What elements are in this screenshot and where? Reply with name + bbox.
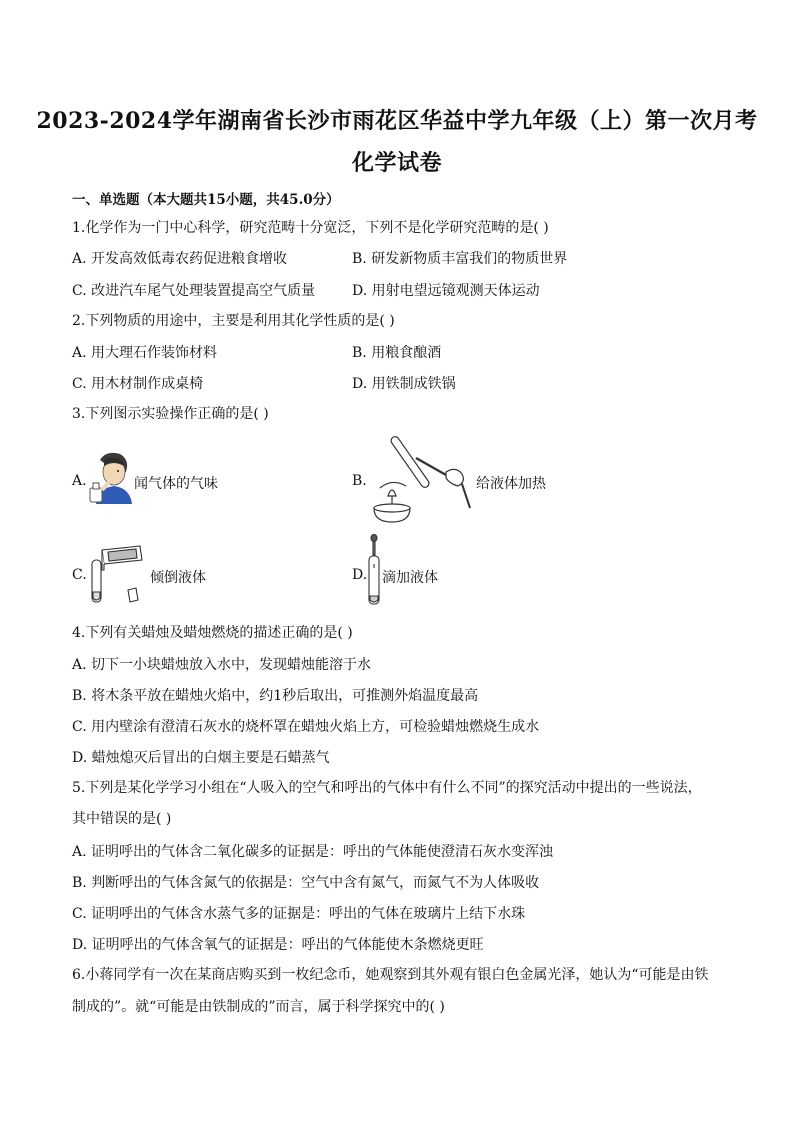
question-2-option-b: B. 用粮食酿酒 (352, 345, 442, 361)
question-4-option-a: A. 切下一小块蜡烛放入水中，发现蜡烛能溶于水 (72, 657, 372, 673)
drop-liquid-figure (366, 534, 382, 606)
exam-title-line1: 2023-2024学年湖南省长沙市雨花区华益中学九年级（上）第一次月考 (36, 108, 758, 134)
question-1-stem: 1.化学作为一门中心科学，研究范畴十分宽泛，下列不是化学研究范畴的是( ) (72, 220, 549, 236)
question-2-stem: 2.下列物质的用途中，主要是利用其化学性质的是( ) (72, 313, 395, 329)
question-2-option-c: C. 用木材制作成桌椅 (72, 376, 204, 392)
question-3-option-c-caption: 倾倒液体 (150, 570, 206, 586)
question-4-option-c: C. 用内壁涂有澄清石灰水的烧杯罩在蜡烛火焰上方，可检验蜡烛燃烧生成水 (72, 719, 540, 735)
question-3-option-a-label: A. (72, 473, 87, 489)
question-5-option-d: D. 证明呼出的气体含氧气的证据是：呼出的气体能使木条燃烧更旺 (72, 937, 484, 953)
question-2-option-d: D. 用铁制成铁锅 (352, 376, 456, 392)
question-6-stem-line2: 制成的”。就“可能是由铁制成的”而言，属于科学探究中的( ) (72, 999, 445, 1015)
section-heading: 一、单选题（本大题共15小题，共45.0分） (72, 192, 340, 208)
question-3-stem: 3.下列图示实验操作正确的是( ) (72, 406, 269, 422)
question-5-stem-line1: 5.下列是某化学学习小组在“人吸入的空气和呼出的气体中有什么不同”的探究活动中提出的一些说法， (72, 780, 702, 796)
question-1-option-d: D. 用射电望远镜观测天体运动 (352, 283, 540, 299)
exam-title-line2: 化学试卷 (351, 150, 442, 176)
question-5-option-c: C. 证明呼出的气体含水蒸气多的证据是：呼出的气体在玻璃片上结下水珠 (72, 906, 526, 922)
question-3-option-d-caption: 滴加液体 (382, 570, 438, 586)
question-1-option-b: B. 研发新物质丰富我们的物质世界 (352, 251, 568, 267)
question-5-option-b: B. 判断呼出的气体含氮气的依据是：空气中含有氮气，而氮气不为人体吸收 (72, 875, 540, 891)
question-4-stem: 4.下列有关蜡烛及蜡烛燃烧的描述正确的是( ) (72, 625, 353, 641)
question-3-option-c-label: C. (72, 567, 87, 583)
pour-liquid-figure (88, 540, 154, 606)
question-4-option-b: B. 将木条平放在蜡烛火焰中，约1秒后取出，可推测外焰温度最高 (72, 688, 479, 704)
smell-gas-figure (86, 450, 132, 504)
question-3-option-a-caption: 闻气体的气味 (134, 476, 218, 492)
heat-liquid-figure (366, 428, 476, 524)
question-3-option-b-caption: 给液体加热 (476, 476, 546, 492)
question-2-option-a: A. 用大理石作装饰材料 (72, 345, 218, 361)
question-1-option-c: C. 改进汽车尾气处理装置提高空气质量 (72, 283, 316, 299)
question-1-option-a: A. 开发高效低毒农药促进粮食增收 (72, 251, 288, 267)
question-5-option-a: A. 证明呼出的气体含二氧化碳多的证据是：呼出的气体能使澄清石灰水变浑浊 (72, 844, 554, 860)
question-5-stem-line2: 其中错误的是( ) (72, 811, 172, 827)
question-4-option-d: D. 蜡烛熄灭后冒出的白烟主要是石蜡蒸气 (72, 750, 330, 766)
question-6-stem-line1: 6.小蒋同学有一次在某商店购买到一枚纪念币，她观察到其外观有银白色金属光泽，她认为“可能是由铁 (72, 967, 709, 983)
question-3-option-d-label: D. (352, 567, 368, 583)
question-3-option-b-label: B. (352, 473, 367, 489)
